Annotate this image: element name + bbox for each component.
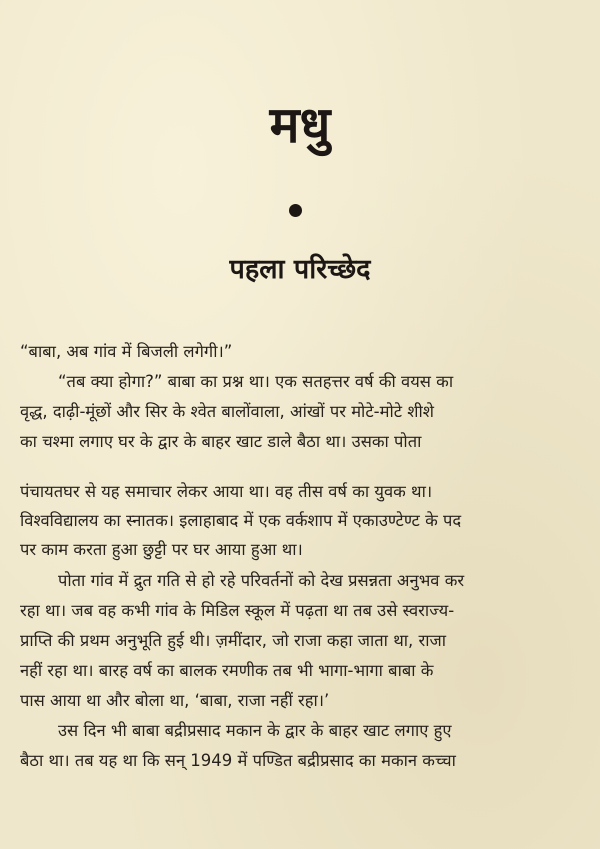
title-separator-dot (289, 204, 302, 217)
paragraph-line: “तब क्या होगा?” बाबा का प्रश्न था। एक सतहत्तर वर्ष की वयस का (58, 372, 454, 391)
paragraph-line: वृद्ध, दाढ़ी-मूंछों और सिर के श्वेत बालोंवाला, आंखों पर मोटे-मोटे शीशे (20, 402, 435, 421)
paragraph-line: पंचायतघर से यह समाचार लेकर आया था। वह तीस वर्ष का युवक था। (20, 482, 433, 501)
paragraph-line: विश्वविद्यालय का स्नातक। इलाहाबाद में एक वर्कशाप में एकाउण्टेण्ट के पद (20, 511, 462, 530)
paragraph-line: रहा था। जब वह कभी गांव के मिडिल स्कूल में पढ़ता था तब उसे स्वराज्य- (20, 601, 455, 620)
paragraph-line: पास आया था और बोला था, ‘बाबा, राजा नहीं रहा।’ (20, 691, 330, 710)
paragraph-line: “बाबा, अब गांव में बिजली लगेगी।” (20, 342, 233, 361)
book-title: मधु (269, 96, 331, 154)
paragraph-line: का चश्मा लगाए घर के द्वार के बाहर खाट डाले बैठा था। उसका पोता (20, 432, 422, 451)
paragraph-line: पोता गांव में द्रुत गति से हो रहे परिवर्तनों को देख प्रसन्नता अनुभव कर (58, 571, 465, 590)
paragraph-line: पर काम करता हुआ छुट्टी पर घर आया हुआ था। (20, 540, 303, 559)
paragraph-line: उस दिन भी बाबा बद्रीप्रसाद मकान के द्वार के बाहर खाट लगाए हुए (58, 721, 452, 740)
paragraph-line: नहीं रहा था। बारह वर्ष का बालक रमणीक तब भी भागा-भागा बाबा के (20, 661, 434, 680)
chapter-heading: पहला परिच्छेद (229, 254, 371, 285)
paragraph-line: बैठा था। तब यह था कि सन् 1949 में पण्डित बद्रीप्रसाद का मकान कच्चा (20, 751, 456, 770)
paragraph-line: प्राप्ति की प्रथम अनुभूति हुई थी। ज़मींदार, जो राजा कहा जाता था, राजा (20, 631, 447, 650)
